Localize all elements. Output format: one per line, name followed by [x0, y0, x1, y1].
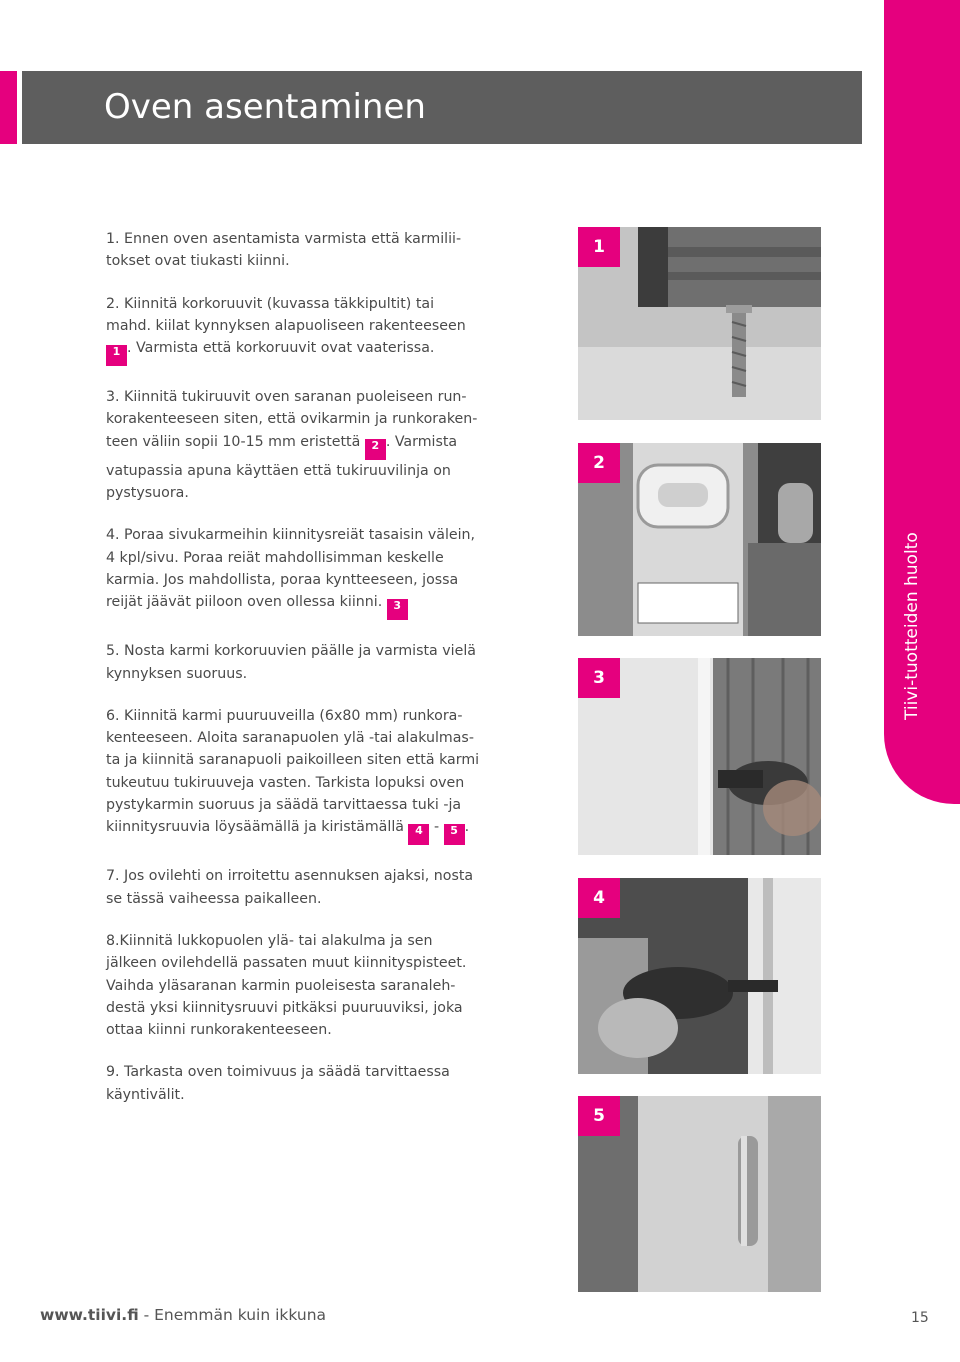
footer-site — [40, 1306, 326, 1324]
photo-number: 3 — [578, 658, 620, 698]
step-text: 2. Kiinnitä korkoruuvit (kuvassa täkkipultit) tai mahd. kiilat kynnyksen alapuoliseen rakenteeseen — [106, 295, 466, 334]
step-9 — [106, 1061, 506, 1106]
title-bar — [22, 71, 862, 144]
photo-number: 1 — [578, 227, 620, 267]
step-text: . Varmista vatupassia apuna käyttäen että tukiruuvilinja on pystysuora. — [106, 433, 458, 502]
step-4 — [106, 524, 506, 620]
photo-screw-under-frame — [578, 227, 821, 420]
step-1 — [106, 228, 506, 273]
step-text: 3. Kiinnitä tukiruuvit oven saranan puoleiseen run- korakenteeseen siten, että ovikarmin ja runkoraken- teen väliin sopii 10-15 mm eristettä — [106, 389, 478, 450]
footer-tagline: - Enemmän kuin ikkuna — [138, 1306, 327, 1324]
step-2 — [106, 293, 506, 367]
step-text: 9. Tarkasta oven toimivuus ja säädä tarvittaessa käyntivälit. — [106, 1064, 450, 1103]
photo-ref-badge: 4 — [408, 824, 429, 845]
photo-spirit-level — [578, 443, 821, 636]
side-tab-label: Tiivi-tuotteiden huolto — [902, 532, 922, 720]
photo-hinge — [578, 1096, 821, 1292]
step-text: 1. Ennen oven asentamista varmista että karmilii- tokset ovat tiukasti kiinni. — [106, 231, 462, 270]
step-text: 6. Kiinnitä karmi puuruuveilla (6x80 mm) runkora- kenteeseen. Aloita saranapuolen ylä -tai alakulmas- ta ja kiinnitä saranapuoli paikoilleen siten että karmi tukeutuu tukiruuveja vasten. Tarkista lopuksi oven pystykarmin suoruus ja säädä tarvittaessa tuki -ja kiinnitysruuvia löysäämällä ja kiristämällä — [106, 707, 480, 836]
photo-number: 2 — [578, 443, 620, 483]
step-text: . — [464, 819, 470, 836]
step-5 — [106, 640, 506, 685]
step-text: 7. Jos ovilehti on irroitettu asennuksen ajaksi, nosta se tässä vaiheessa paikalleen. — [106, 868, 474, 907]
photo-ref-badge: 1 — [106, 345, 127, 366]
step-8 — [106, 930, 506, 1041]
page-title: Oven asentaminen — [104, 87, 426, 127]
step-text: 5. Nosta karmi korkoruuvien päälle ja varmista vielä kynnyksen suoruus. — [106, 643, 476, 682]
photo-number: 4 — [578, 878, 620, 918]
photo-number: 5 — [578, 1096, 620, 1136]
photo-drilling-frame — [578, 658, 821, 855]
photo-ref-badge: 3 — [387, 599, 408, 620]
step-text: 4. Poraa sivukarmeihin kiinnitysreiät tasaisin välein, 4 kpl/sivu. Poraa reiät mahdollisimman keskelle karmia. Jos mahdollista, poraa kyntteeseen, jossa reijät jäävät piiloon oven ollessa kiinni. — [106, 527, 476, 611]
photo-drill-close-up — [578, 878, 821, 1074]
page-number: 15 — [911, 1310, 929, 1326]
side-tab — [884, 0, 960, 804]
instructions — [106, 228, 506, 1126]
step-text: - — [429, 819, 444, 836]
photo-ref-badge: 5 — [444, 824, 465, 845]
step-text: 8.Kiinnitä lukkopuolen ylä- tai alakulma ja sen jälkeen ovilehdellä passaten muut kiinnityspisteet. Vaihda yläsaranan karmin puoleisesta saranaleh- destä yksi kiinnitysruuvi pitkäksi puuruuviksi, joka ottaa kiinni runkorakenteeseen. — [106, 932, 467, 1039]
step-3 — [106, 386, 506, 504]
site-link[interactable]: www.tiivi.fi — [40, 1306, 139, 1324]
title-accent-bar — [0, 71, 17, 144]
step-text: . Varmista että korkoruuvit ovat vaaterissa. — [127, 340, 435, 357]
step-6 — [106, 705, 506, 845]
step-7 — [106, 865, 506, 910]
photo-ref-badge: 2 — [365, 439, 386, 460]
